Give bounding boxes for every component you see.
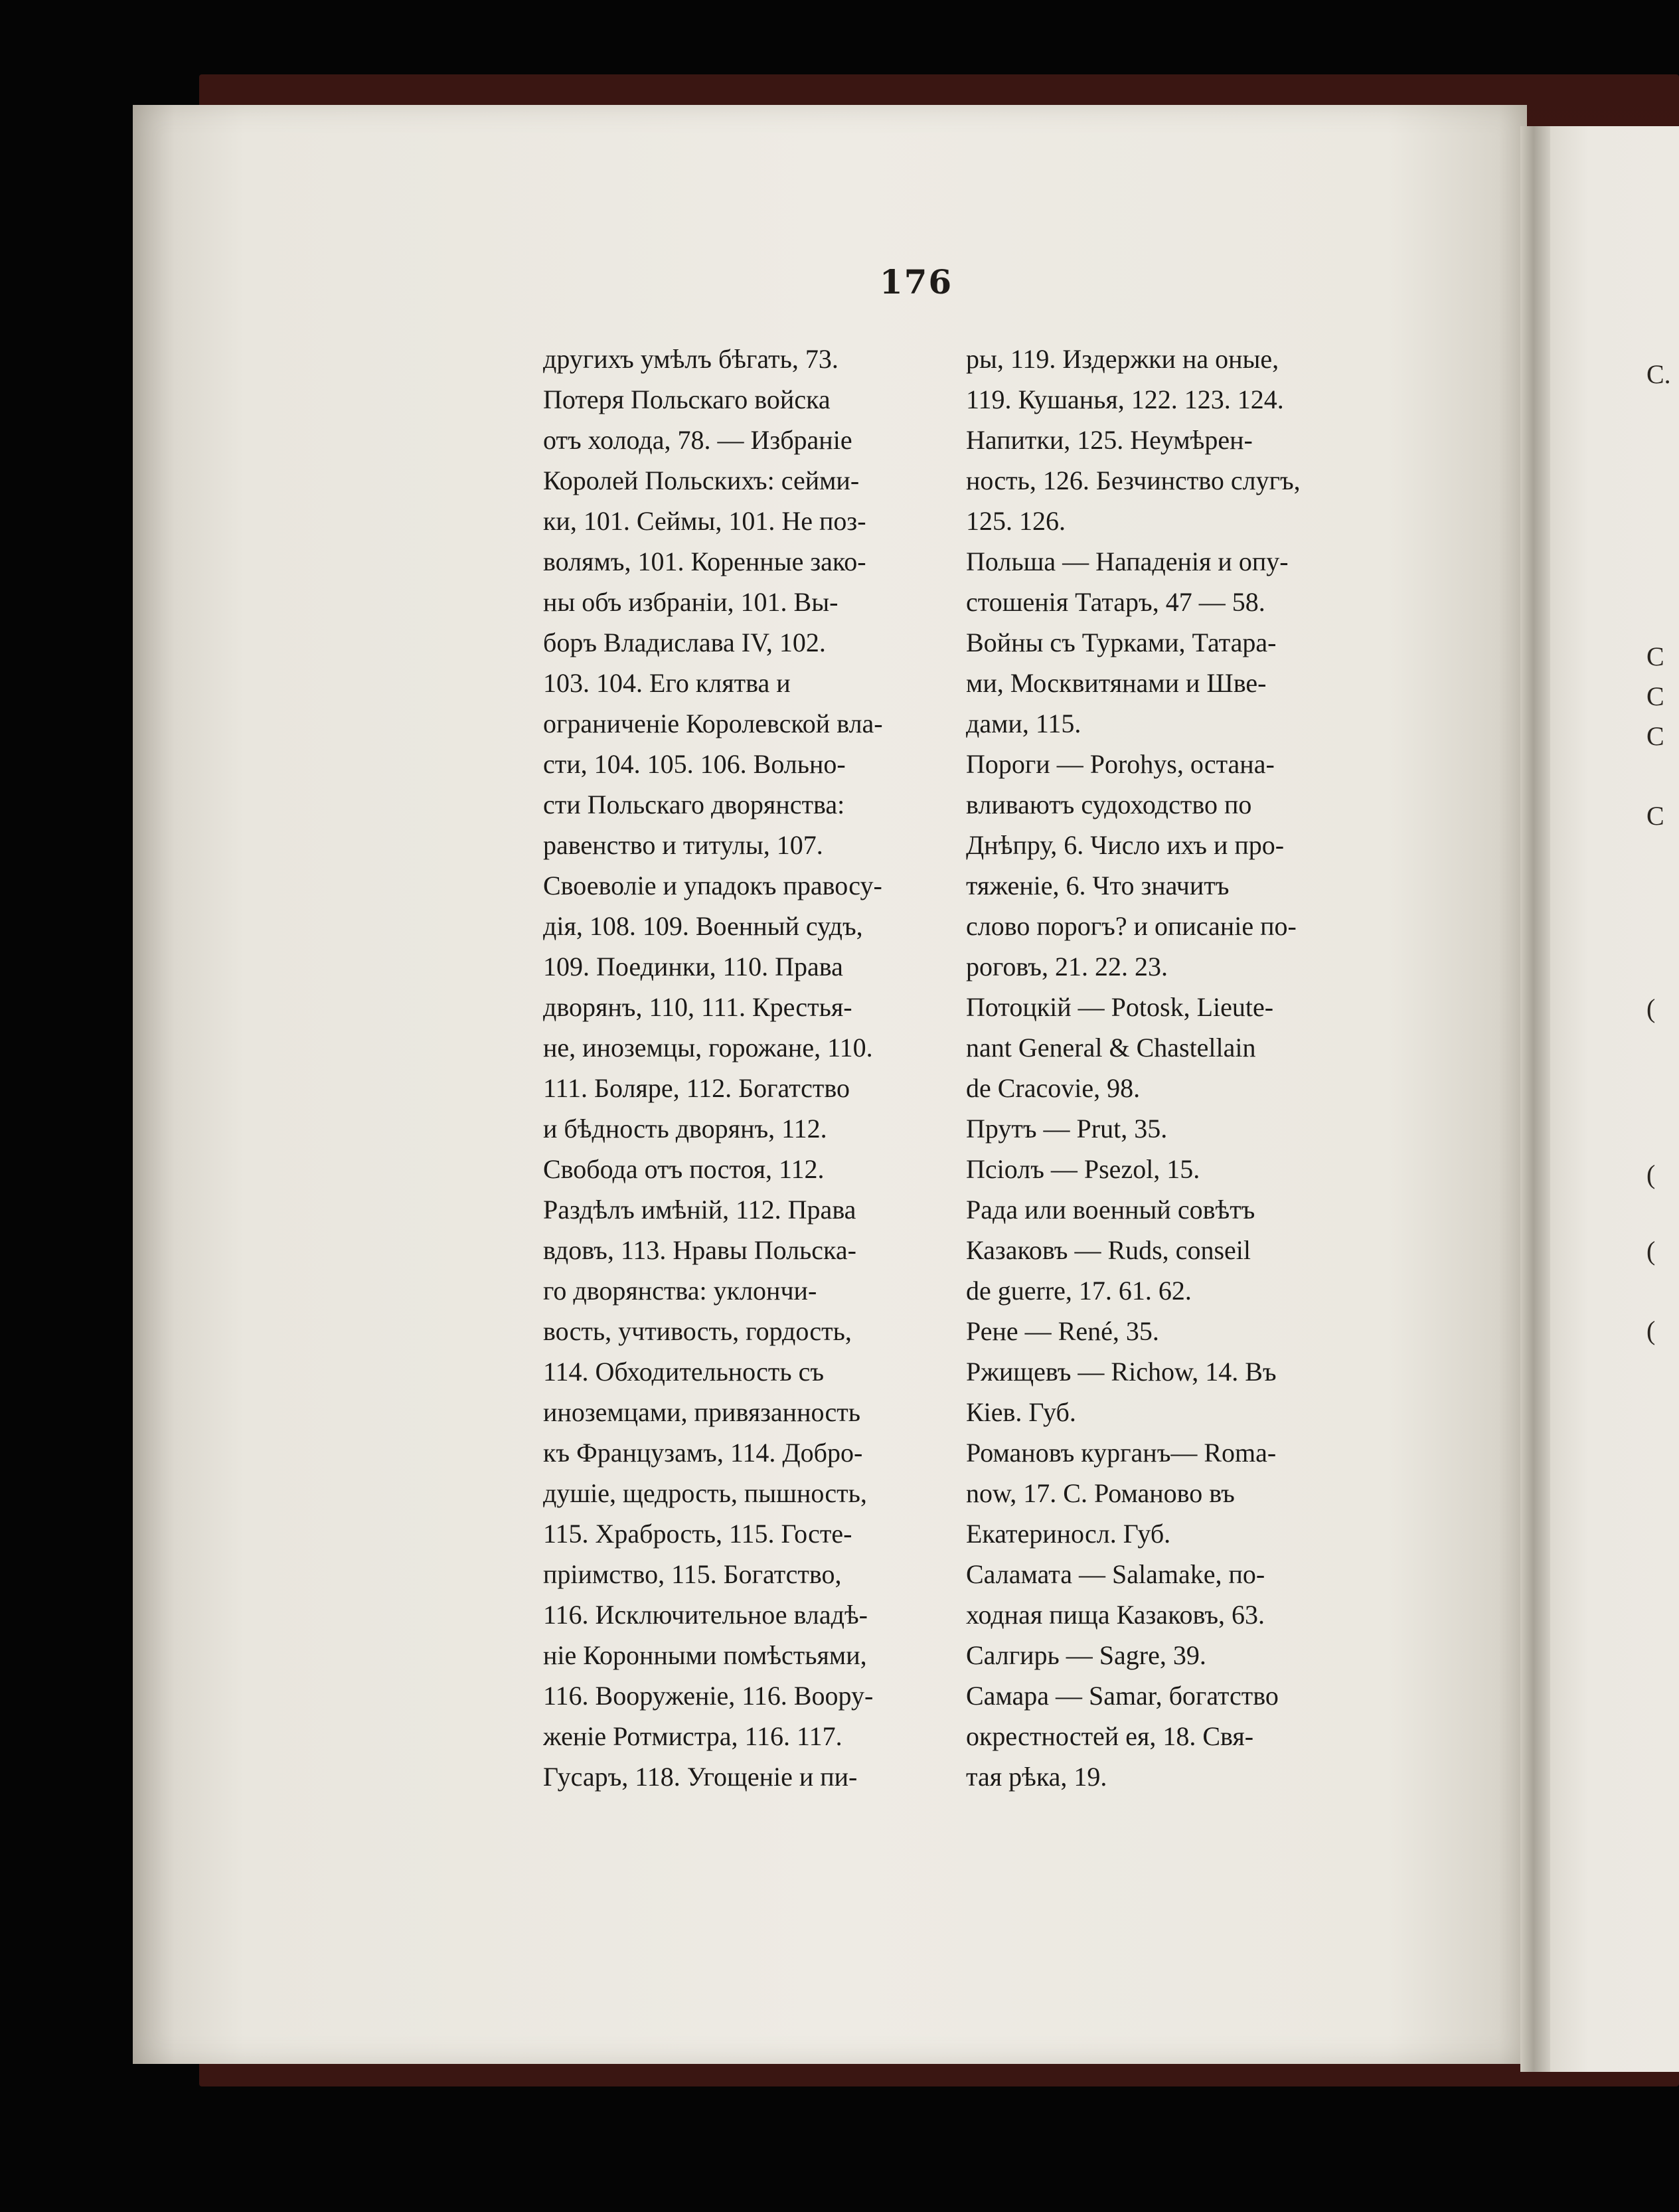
edge-letter: С: [1646, 721, 1664, 751]
text-line: дія, 108. 109. Военный судъ,: [543, 911, 863, 941]
text-line: Раздѣлъ имѣній, 112. Права: [543, 1195, 856, 1225]
edge-letter: С.: [1646, 359, 1671, 389]
text-line: сти, 104. 105. 106. Вольно-: [543, 749, 846, 779]
text-line: стошенія Татаръ, 47 — 58.: [966, 587, 1265, 617]
text-line: тяженіе, 6. Что значитъ: [966, 871, 1230, 900]
text-line: Рене — René, 35.: [966, 1316, 1159, 1346]
text-line: 114. Обходительность съ: [543, 1357, 825, 1387]
text-line: волямъ, 101. Коренные зако-: [543, 547, 866, 576]
edge-letter: С: [1646, 681, 1664, 711]
text-line: отъ холода, 78. — Избраніе: [543, 425, 852, 455]
text-line: и бѣдность дворянъ, 112.: [543, 1114, 827, 1144]
page-number: 176: [879, 262, 953, 301]
text-line: Рада или военный совѣтъ: [966, 1195, 1255, 1225]
text-line: de Cracovie, 98.: [966, 1073, 1141, 1103]
text-line: Пороги — Porohys, остана-: [966, 749, 1275, 779]
text-line: Своеволіе и упадокъ правосу-: [543, 871, 882, 900]
right-page-edge: [1550, 126, 1679, 2072]
text-line: ми, Москвитянами и Шве-: [966, 668, 1267, 698]
text-line: роговъ, 21. 22. 23.: [966, 952, 1168, 981]
text-line: 111. Боляре, 112. Богатство: [543, 1073, 850, 1103]
edge-letter: (: [1646, 1159, 1656, 1189]
text-line: Ржищевъ — Richow, 14. Въ: [966, 1357, 1277, 1387]
text-line: ность, 126. Безчинство слугъ,: [966, 466, 1301, 495]
text-line: сти Польскаго дворянства:: [543, 790, 845, 819]
text-line: Казаковъ — Ruds, conseil: [966, 1235, 1251, 1265]
text-line: душіе, щедрость, пышность,: [543, 1478, 867, 1508]
text-line: nant General & Chastellain: [966, 1033, 1256, 1063]
text-line: ходная пища Казаковъ, 63.: [966, 1600, 1265, 1630]
text-line: Днѣпру, 6. Число ихъ и про-: [966, 830, 1285, 860]
text-line: Напитки, 125. Неумѣрен-: [966, 425, 1253, 455]
text-line: равенство и титулы, 107.: [543, 830, 823, 860]
text-line: другихъ умѣлъ бѣгать, 73.: [543, 344, 839, 374]
text-line: вость, учтивость, гордость,: [543, 1316, 852, 1346]
text-line: Саламата — Salamake, по-: [966, 1559, 1265, 1589]
text-line: окрестностей ея, 18. Свя-: [966, 1721, 1254, 1751]
text-line: Прутъ — Prut, 35.: [966, 1114, 1168, 1144]
edge-letter: (: [1646, 1236, 1656, 1266]
text-line: 116. Вооруженіе, 116. Воору-: [543, 1681, 874, 1711]
text-line: Польша — Нападенія и опу-: [966, 547, 1289, 576]
text-line: дворянъ, 110, 111. Крестья-: [543, 992, 852, 1022]
text-line: къ Французамъ, 114. Добро-: [543, 1438, 863, 1468]
text-line: Псiолъ — Psezol, 15.: [966, 1154, 1200, 1184]
text-line: Потоцкій — Potosk, Lieute-: [966, 992, 1274, 1022]
text-line: Потеря Польскаго войска: [543, 384, 831, 414]
text-line: ограниченіе Королевской вла-: [543, 709, 883, 738]
text-line: вдовъ, 113. Нравы Польска-: [543, 1235, 856, 1265]
text-line: 119. Кушанья, 122. 123. 124.: [966, 384, 1284, 414]
text-line: женіе Ротмистра, 116. 117.: [543, 1721, 842, 1751]
text-line: ніе Коронными помѣстьями,: [543, 1640, 867, 1670]
text-line: 125. 126.: [966, 506, 1066, 536]
text-line: дами, 115.: [966, 709, 1081, 738]
text-line: тая рѣка, 19.: [966, 1762, 1107, 1792]
text-line: Гусаръ, 118. Угощеніе и пи-: [543, 1762, 858, 1792]
text-line: now, 17. С. Романово въ: [966, 1478, 1235, 1508]
text-line: Самара — Samar, богатство: [966, 1681, 1279, 1711]
text-line: Романовъ курганъ— Roma-: [966, 1438, 1277, 1468]
text-line: 115. Храбрость, 115. Госте-: [543, 1519, 852, 1549]
text-line: ны объ избраніи, 101. Вы-: [543, 587, 839, 617]
index-column-right: [966, 339, 1411, 1797]
text-line: го дворянства: уклончи-: [543, 1276, 817, 1306]
text-line: Свобода отъ постоя, 112.: [543, 1154, 825, 1184]
edge-letter: (: [1646, 1316, 1656, 1345]
index-column-left: [543, 339, 955, 1797]
text-line: de guerre, 17. 61. 62.: [966, 1276, 1192, 1306]
text-line: Королей Польскихъ: сейми-: [543, 466, 860, 495]
text-line: вливаютъ судоходство по: [966, 790, 1252, 819]
text-line: ки, 101. Сеймы, 101. Не поз-: [543, 506, 866, 536]
text-line: не, иноземцы, горожане, 110.: [543, 1033, 873, 1063]
text-line: Екатериносл. Губ.: [966, 1519, 1171, 1549]
text-line: иноземцами, привязанность: [543, 1397, 860, 1427]
text-line: боръ Владислава IV, 102.: [543, 628, 826, 657]
text-line: ры, 119. Издержки на оные,: [966, 344, 1279, 374]
edge-letter: С: [1646, 641, 1664, 671]
text-line: Кiев. Губ.: [966, 1397, 1076, 1427]
text-line: слово порогъ? и описаніе по-: [966, 911, 1297, 941]
text-line: 116. Исключительное владѣ-: [543, 1600, 868, 1630]
text-line: Войны съ Турками, Татара-: [966, 628, 1277, 657]
text-line: 103. 104. Его клятва и: [543, 668, 791, 698]
text-line: пріимство, 115. Богатство,: [543, 1559, 842, 1589]
book-gutter: [1520, 126, 1554, 2072]
edge-letter: С: [1646, 801, 1664, 831]
edge-letter: (: [1646, 993, 1656, 1023]
text-line: Салгирь — Sagre, 39.: [966, 1640, 1206, 1670]
text-line: 109. Поединки, 110. Права: [543, 952, 843, 981]
